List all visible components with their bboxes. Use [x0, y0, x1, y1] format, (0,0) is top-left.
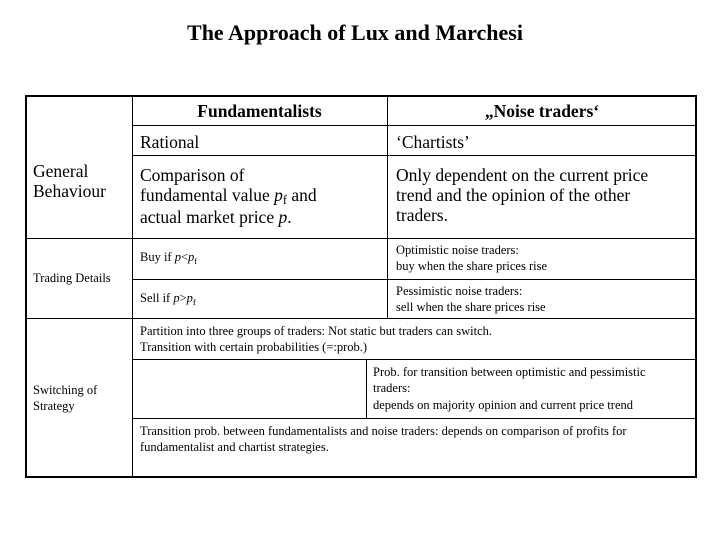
- label-trading-details: Trading Details: [33, 271, 111, 285]
- col-divider-middle-lower: [366, 359, 367, 418]
- row-divider-switching-top: [25, 318, 697, 319]
- fundamentalists-behaviour: Comparison of fundamental value $p_f$ and actual market price p.: [140, 165, 317, 228]
- buy-rule: Buy if $p<p_f$: [140, 250, 198, 266]
- optimistic-noise-traders: Optimistic noise traders: buy when the share prices rise: [396, 243, 547, 274]
- fundamentalists-type: Rational: [140, 132, 200, 152]
- row-divider-header: [132, 125, 697, 126]
- col-divider-middle-upper: [387, 95, 388, 318]
- label-general-behaviour: General Behaviour: [33, 161, 106, 202]
- header-fundamentalists: Fundamentalists: [197, 101, 322, 121]
- sell-rule: Sell if $p>p_f$: [140, 291, 196, 307]
- pessimistic-noise-traders: Pessimistic noise traders: sell when the share prices rise: [396, 284, 546, 315]
- row-divider-behaviour: [25, 238, 697, 239]
- label-switching-of-strategy: Switching of Strategy: [33, 383, 98, 414]
- header-noise-traders: „Noise traders‘: [484, 101, 600, 121]
- comparison-table: [25, 95, 697, 478]
- row-divider-probabilities: [132, 418, 697, 419]
- row-divider-partition: [132, 359, 697, 360]
- row-divider-trading: [132, 279, 697, 280]
- col-divider-label: [132, 95, 133, 478]
- noise-traders-behaviour: Only dependent on the current price trend and the opinion of the other traders.: [396, 165, 649, 226]
- row-divider-types: [132, 155, 697, 156]
- optimistic-pessimistic-transition: Prob. for transition between optimistic and pessimistic traders: depends on majority opinion and current price trend: [373, 365, 646, 412]
- fundamentalist-noise-transition: Transition prob. between fundamentalists and noise traders: depends on comparison of profits for fundamentalist and chartist strategies.: [140, 424, 627, 455]
- noise-traders-type: ‘Chartists’: [396, 132, 470, 152]
- slide-title: The Approach of Lux and Marchesi: [187, 20, 523, 45]
- partition-note: Partition into three groups of traders: Not static but traders can switch. Transition with certain probabilities (=:prob.): [140, 324, 492, 355]
